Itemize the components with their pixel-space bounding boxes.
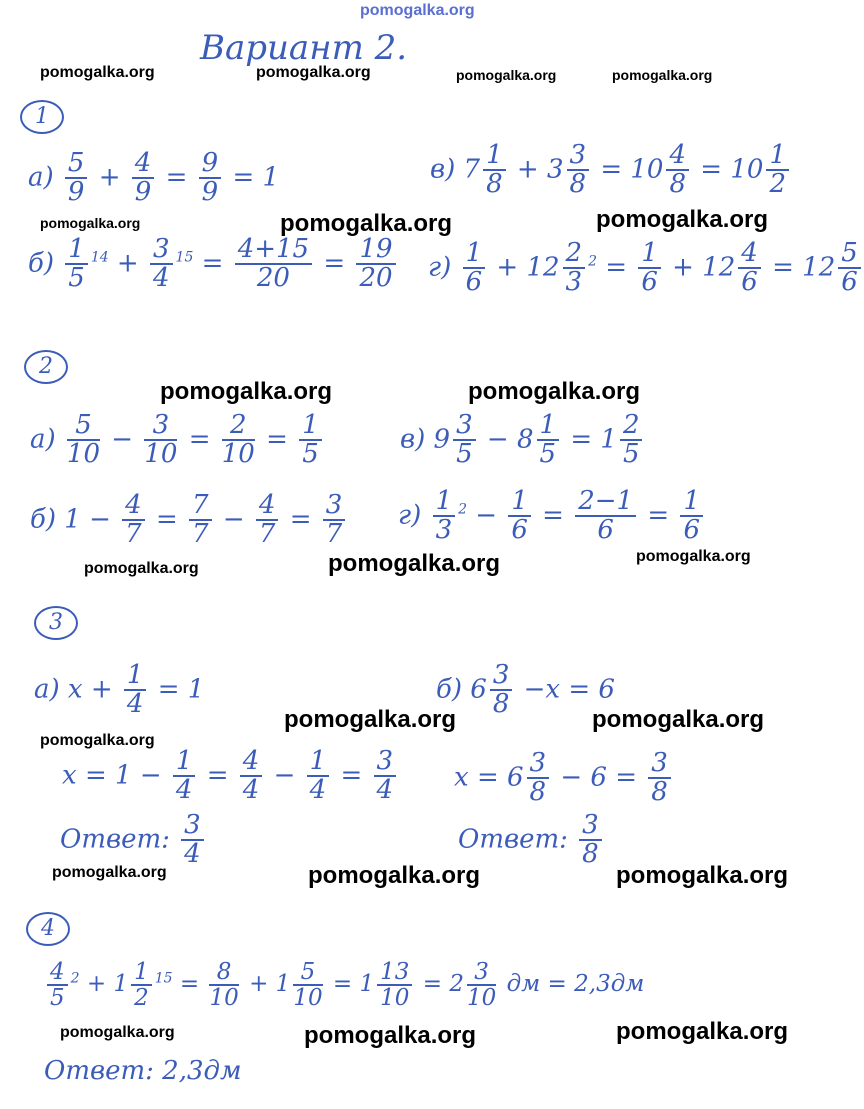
- task-4-solution: $\frac{4}{5}$ $^2$ + 1 $\frac{1}{2}$ $^{15}$ = $\frac{8}{10}$ + 1 $\frac{5}{10}$ = 1 $\frac{13}{10}$ = 2 $\frac{3}{10}$ дм = 2,3дм: [44, 960, 644, 1010]
- task-3a-solution: x = 1 − $\frac{1}{4}$ = $\frac{4}{4}$ − $\frac{1}{4}$ = $\frac{3}{4}$: [62, 748, 399, 805]
- watermark: pomogalka.org: [284, 706, 457, 733]
- watermark: pomogalka.org: [40, 64, 155, 81]
- header-watermark: pomogalka.org: [360, 2, 475, 19]
- watermark: pomogalka.org: [592, 706, 765, 733]
- watermark: pomogalka.org: [612, 67, 713, 83]
- task-number-4: 4: [26, 912, 70, 946]
- task-2g: г) $\frac{1}{3}$ $^2$ − $\frac{1}{6}$ = $\frac{2-1}{6}$ = $\frac{1}{6}$: [398, 488, 706, 545]
- watermark: pomogalka.org: [616, 1018, 789, 1045]
- task-number-1: 1: [20, 100, 64, 134]
- watermark: pomogalka.org: [160, 378, 333, 405]
- watermark: pomogalka.org: [616, 862, 789, 889]
- task-number-2: 2: [24, 350, 68, 384]
- watermark: pomogalka.org: [52, 864, 167, 881]
- task-3a-equation: а) x + $\frac{1}{4}$ = 1: [34, 660, 205, 720]
- watermark: pomogalka.org: [596, 206, 769, 233]
- task-1v: в) 7 $\frac{1}{8}$ + 3 $\frac{3}{8}$ = 10 $\frac{4}{8}$ = 10 $\frac{1}{2}$: [430, 142, 792, 199]
- watermark: pomogalka.org: [40, 215, 141, 231]
- task-1a: а) $\frac{5}{9}$ + $\frac{4}{9}$ = $\frac{9}{9}$ = 1: [28, 148, 280, 208]
- task-2b: б) 1 − $\frac{4}{7}$ = $\frac{7}{7}$ − $\frac{4}{7}$ = $\frac{3}{7}$: [30, 492, 348, 549]
- task-4-answer: Ответ: 2,3дм: [44, 1056, 242, 1086]
- task-2a: а) $\frac{5}{10}$ − $\frac{3}{10}$ = $\frac{2}{10}$ = $\frac{1}{5}$: [30, 412, 325, 469]
- watermark: pomogalka.org: [328, 550, 501, 577]
- page-title: Вариант 2.: [200, 28, 408, 68]
- task-1b: б) $\frac{1}{5}$ $^{14}$ + $\frac{3}{4}$ $^{15}$ = $\frac{4+15}{20}$ = $\frac{19}{20}$: [28, 236, 399, 293]
- task-3a-answer: Ответ: $\frac{3}{4}$: [60, 812, 207, 869]
- watermark: pomogalka.org: [40, 732, 155, 749]
- watermark: pomogalka.org: [456, 67, 557, 83]
- watermark: pomogalka.org: [636, 548, 751, 565]
- watermark: pomogalka.org: [468, 378, 641, 405]
- watermark: pomogalka.org: [256, 64, 371, 81]
- task-2v: в) 9 $\frac{3}{5}$ − 8 $\frac{1}{5}$ = 1 $\frac{2}{5}$: [400, 412, 645, 469]
- watermark: pomogalka.org: [304, 1022, 477, 1049]
- task-3b-equation: б) 6 $\frac{3}{8}$ −x = 6: [436, 660, 615, 720]
- task-3b-answer: Ответ: $\frac{3}{8}$: [458, 812, 605, 869]
- task-number-3: 3: [34, 606, 78, 640]
- watermark: pomogalka.org: [308, 862, 481, 889]
- task-3b-solution: x = 6 $\frac{3}{8}$ − 6 = $\frac{3}{8}$: [454, 750, 674, 807]
- task-1g: г) $\frac{1}{6}$ + 12 $\frac{2}{3}$ $^2$ = $\frac{1}{6}$ + 12 $\frac{4}{6}$ = 12 $\frac{5}{6}$: [428, 240, 864, 297]
- watermark: pomogalka.org: [84, 560, 199, 577]
- watermark: pomogalka.org: [280, 210, 453, 237]
- watermark: pomogalka.org: [60, 1024, 175, 1041]
